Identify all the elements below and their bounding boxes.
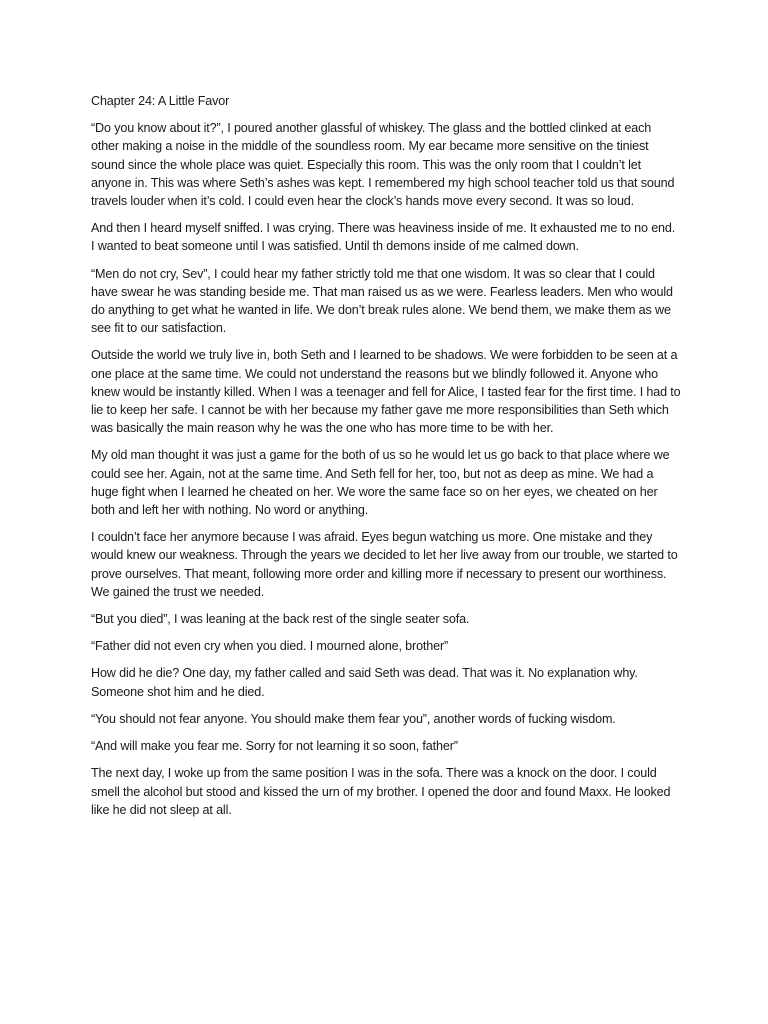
paragraph: “Men do not cry, Sev”, I could hear my father strictly told me that one wisdom. It was so clear that I could have swear he was standing beside me. That man raised us as we were. Fearless leaders. Men who would do anything to get what he wanted in life. We don’t break rules alone. We bend them, we make them as we see fit to our satisfaction. bbox=[91, 266, 673, 336]
chapter-title: Chapter 24: A Little Favor bbox=[91, 94, 230, 108]
paragraph: “And will make you fear me. Sorry for not learning it so soon, father” bbox=[91, 739, 458, 754]
paragraph: And then I heard myself sniffed. I was crying. There was heaviness inside of me. It exhausted me to no end. I wanted to beat someone until I was satisfied. Until th demons inside of me calmed down. bbox=[91, 221, 676, 254]
paragraph: How did he die? One day, my father called and said Seth was dead. That was it. No explanation why. Someone shot him and he died. bbox=[91, 666, 638, 699]
paragraph: My old man thought it was just a game for the both of us so he would let us go back to that place where we could see her. Again, not at the same time. And Seth fell for her, too, but not as deep as mine. We had a huge fight when I learned he cheated on her. We wore the same face so on her eyes, we cheated on her both and left her with nothing. No word or anything. bbox=[91, 448, 670, 518]
paragraph: “Father did not even cry when you died. I mourned alone, brother” bbox=[91, 639, 449, 654]
document-body bbox=[91, 92, 681, 828]
paragraph: “Do you know about it?”, I poured another glassful of whiskey. The glass and the bottled clinked at each other making a noise in the middle of the soundless room. My ear became more sensitive on the tiniest sound since the whole place was quiet. Especially this room. This was the only room that I couldn’t let anyone in. This was where Seth’s ashes was kept. I remembered my high school teacher told us that sound travels louder when it’s cold. I could even hear the clock’s hands move every second. It was so loud. bbox=[91, 121, 675, 209]
paragraph: “You should not fear anyone. You should make them fear you”, another words of fucking wisdom. bbox=[91, 711, 616, 726]
paragraph: Outside the world we truly live in, both Seth and I learned to be shadows. We were forbidden to be seen at a one place at the same time. We could not understand the reasons but we blindly followed it. Anyone who knew would be instantly killed. When I was a teenager and fell for Alice, I tasted fear for the first time. I had to lie to keep her safe. I cannot be with her because my father gave me more responsibilities than Seth which was basically the main reason why he was the one who has more time to be with her. bbox=[91, 348, 681, 436]
paragraph: “But you died”, I was leaning at the back rest of the single seater sofa. bbox=[91, 612, 470, 627]
paragraph: I couldn’t face her anymore because I was afraid. Eyes begun watching us more. One mistake and they would knew our weakness. Through the years we decided to let her live away from our trouble, we started to prove ourselves. That meant, following more order and killing more if necessary to present our worthiness. We gained the trust we needed. bbox=[91, 530, 678, 599]
paragraph: The next day, I woke up from the same position I was in the sofa. There was a knock on the door. I could smell the alcohol but stood and kissed the urn of my brother. I opened the door and found Maxx. He looked like he did not sleep at all. bbox=[91, 766, 671, 817]
